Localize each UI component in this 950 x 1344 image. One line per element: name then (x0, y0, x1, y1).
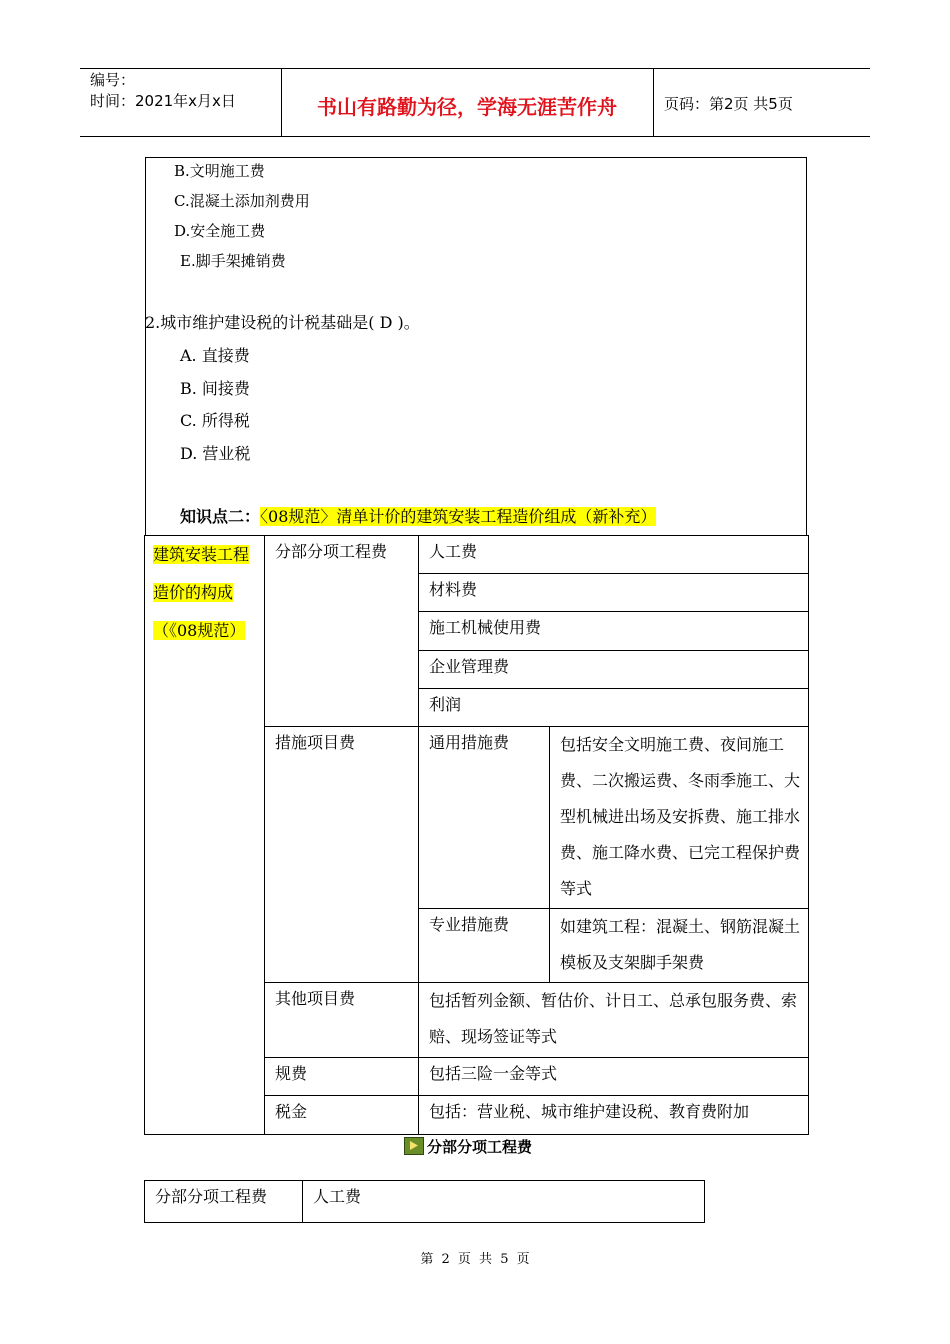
special-measures-cell (419, 909, 550, 983)
item-machine: 施工机械使用费 (429, 618, 542, 637)
guifei-label-cell (265, 1058, 419, 1096)
knowledge-point-heading (180, 504, 656, 527)
item-management: 企业管理费 (429, 657, 510, 676)
composition-label-cell (145, 536, 265, 1135)
knowledge-label: 知识点二： (180, 507, 261, 526)
cuoshi-label-cell (265, 727, 419, 983)
option-e: E.脚手架摊销费 (180, 252, 286, 270)
other-items-label: 其他项目费 (275, 989, 356, 1008)
fenbu-item-management (419, 651, 809, 689)
question-2: 2.城市维护建设税的计税基础是( D )。 (145, 313, 420, 332)
fenbu-table (144, 1180, 705, 1223)
q2-option-a: A. 直接费 (180, 346, 250, 365)
header-top-rule (80, 68, 870, 69)
tax-label: 税金 (275, 1102, 308, 1121)
q2-option-b: B. 间接费 (180, 379, 250, 398)
header-number: 编号： (90, 71, 136, 89)
header-meta (90, 70, 236, 112)
special-measures-desc: 如建筑工程：混凝土、钢筋混凝土模板及支架脚手架费 (560, 917, 801, 972)
fenbu-table-col2: 人工费 (303, 1181, 705, 1223)
cost-composition-table (144, 535, 809, 1135)
general-measures-label: 通用措施费 (429, 733, 510, 752)
other-items-desc-cell (419, 983, 809, 1058)
page-footer: 第 2 页 共 5 页 (420, 1252, 530, 1267)
option-b: B.文明施工费 (174, 162, 265, 180)
option-c: C.混凝土添加剂费用 (174, 192, 310, 210)
item-labor: 人工费 (429, 542, 478, 561)
header-motto: 书山有路勤为径，学海无涯苦作舟 (317, 95, 617, 119)
section-title-text: 分部分项工程费 (427, 1138, 533, 1156)
special-measures-label: 专业措施费 (429, 915, 510, 934)
header-page-number: 页码：第2页 共5页 (664, 95, 793, 113)
fenbu-item-profit (419, 689, 809, 727)
header-time: 时间：2021年x月x日 (90, 92, 236, 110)
fenbu-table-col1: 分部分项工程费 (145, 1181, 303, 1223)
composition-label: 建筑安装工程造价的构成（《08规范） (153, 545, 250, 640)
guifei-desc: 包括三险一金等式 (429, 1064, 558, 1083)
knowledge-title: 〈08规范〉清单计价的建筑安装工程造价组成（新补充） (260, 507, 657, 526)
bookmark-arrow-icon (404, 1137, 424, 1155)
tax-label-cell (265, 1096, 419, 1135)
other-items-label-cell (265, 983, 419, 1058)
section-heading (404, 1136, 532, 1157)
item-profit: 利润 (429, 695, 462, 714)
general-measures-desc-cell (550, 727, 809, 909)
fenbu-label-cell (265, 536, 419, 727)
other-items-desc: 包括暂列金额、暂估价、计日工、总承包服务费、索赔、现场签证等式 (429, 991, 798, 1046)
cuoshi-label: 措施项目费 (275, 733, 356, 752)
tax-desc-cell (419, 1096, 809, 1135)
header-bottom-rule (80, 136, 870, 137)
general-measures-cell (419, 727, 550, 909)
general-measures-desc: 包括安全文明施工费、夜间施工费、二次搬运费、冬雨季施工、大型机械进出场及安拆费、施工排水费、施工降水费、已完工程保护费等式 (560, 735, 801, 898)
special-measures-desc-cell (550, 909, 809, 983)
fenbu-item-labor (419, 536, 809, 574)
q2-option-d: D. 营业税 (180, 444, 251, 463)
fenbu-item-material (419, 574, 809, 612)
guifei-label: 规费 (275, 1064, 308, 1083)
fenbu-label: 分部分项工程费 (275, 542, 388, 561)
item-material: 材料费 (429, 580, 478, 599)
header-divider-2 (653, 68, 654, 136)
q2-option-c: C. 所得税 (180, 411, 250, 430)
guifei-desc-cell (419, 1058, 809, 1096)
option-d: D.安全施工费 (174, 222, 266, 240)
fenbu-item-machine (419, 612, 809, 651)
tax-desc: 包括：营业税、城市维护建设税、教育费附加 (429, 1102, 750, 1121)
